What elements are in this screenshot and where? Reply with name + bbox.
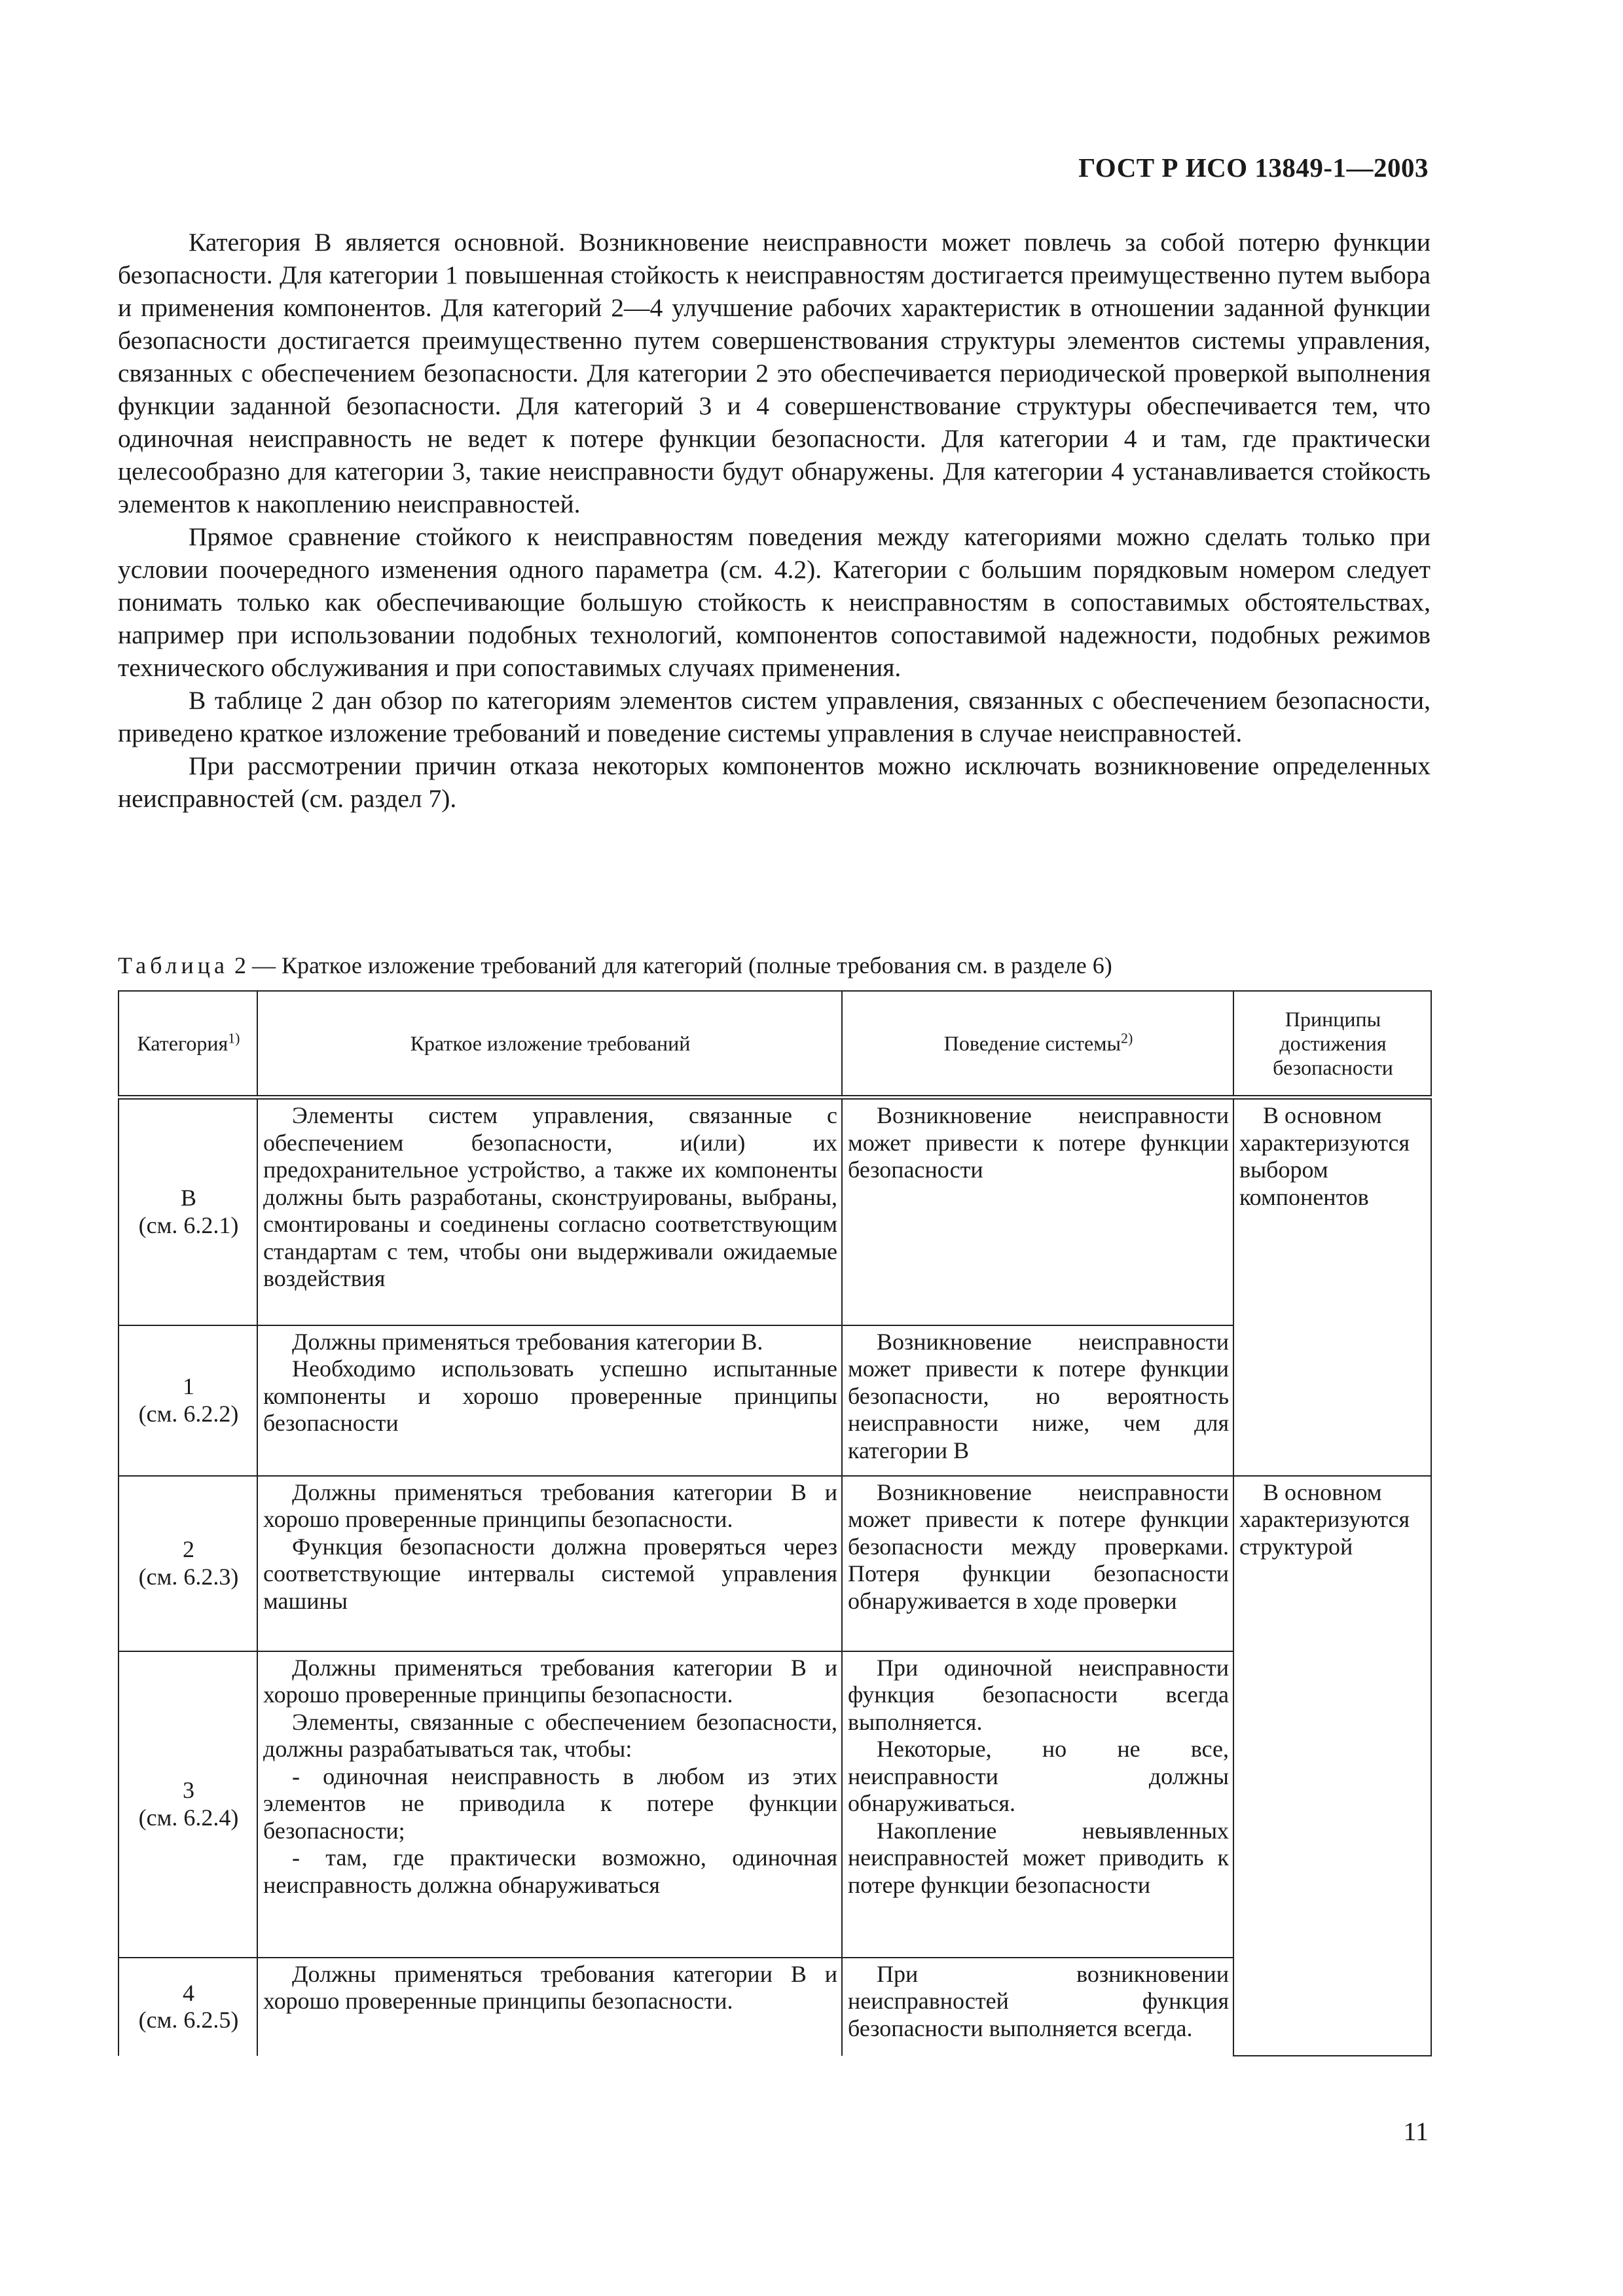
requirements-cell: Должны применяться требования категории В и хорошо проверенные принципы безопасности. Функция безопасности должна проверяться через соответствующие интервалы системой управления машины [257, 1476, 842, 1651]
table-caption-text: 2 — Краткое изложение требований для категорий (полные требования см. в разделе 6) [234, 952, 1112, 978]
paragraph: При рассмотрении причин отказа некоторых компонентов можно исключать возникновение определенных неисправностей (см. раздел 7). [118, 751, 1431, 813]
table-caption-label: Таблица [118, 952, 228, 978]
header-category: Категория$^{1)}$ [119, 991, 257, 1098]
paragraph: В таблице 2 дан обзор по категориям элементов систем управления, связанных с обеспечением безопасности, приведено краткое изложение требований и поведение системы управления в случае неисправностей. [118, 686, 1431, 747]
category-cell: 3 (см. 6.2.4) [119, 1651, 257, 1958]
paragraph: Категория В является основной. Возникновение неисправности может повлечь за собой потерю функции безопасности. Для категории 1 повышенная стойкость к неисправностям достигается преимущественно путем выбора и применения компонентов. Для категорий 2—4 улучшение рабочих характеристик в отношении заданной функции безопасности достигается преимущественно путем совершенствования структуры элементов системы управления, связанных с обеспечением безопасности. Для категории 2 это обеспечивается периодической проверкой выполнения функции заданной безопасности. Для категорий 3 и 4 совершенствование структуры обеспечивается тем, что одиночная неисправность не ведет к потере функции безопасности. Для категории 4 и там, где практически целесообразно для категории 3, такие неисправности будут обнаружены. Для категории 4 устанавливается стойкость элементов к накоплению неисправностей. [118, 228, 1431, 518]
requirements-cell: Должны применяться требования категории В и хорошо проверенные принципы безопасности. [257, 1958, 842, 2056]
table-header-row [119, 991, 1431, 1098]
header-behavior: Поведение системы$^{2)}$ [842, 991, 1233, 1098]
table-row [119, 1098, 1431, 1325]
category-cell: В (см. 6.2.1) [119, 1098, 257, 1325]
header-principles: Принципы достижения безопасности [1233, 991, 1431, 1098]
table-row [119, 1476, 1431, 1651]
behavior-cell: Возникновение неисправности может привести к потере функции безопасности между проверками. Потеря функции безопасности обнаруживается в ходе проверки [842, 1476, 1233, 1651]
behavior-cell: Возникновение неисправности может привести к потере функции безопасности, но вероятность неисправности ниже, чем для категории В [842, 1325, 1233, 1476]
category-cell: 4 (см. 6.2.5) [119, 1958, 257, 2056]
paragraph: Прямое сравнение стойкого к неисправностям поведения между категориями можно сделать только при условии поочередного изменения одного параметра (см. 4.2). Категории с большим порядковым номером следует понимать только как обеспечивающие большую стойкость к неисправностям в сопоставимых обстоятельствах, например при использовании подобных технологий, компонентов сопоставимой надежности, подобных режимов технического обслуживания и при сопоставимых случаях применения. [118, 522, 1431, 682]
behavior-cell: Возникновение неисправности может привести к потере функции безопасности [842, 1098, 1233, 1325]
requirements-table [118, 990, 1432, 2056]
page-number: 11 [1403, 2117, 1429, 2146]
principles-cell: В основном характеризуются структурой [1233, 1476, 1431, 2056]
behavior-cell: При одиночной неисправности функция безопасности всегда выполняется. Некоторые, но не все, неисправности должны обнаруживаться. Накопление невыявленных неисправностей может приводить к потере функции безопасности [842, 1651, 1233, 1958]
principles-cell: В основном характеризуются выбором компонентов [1233, 1098, 1431, 1476]
table-caption [118, 951, 1440, 980]
header-requirements: Краткое изложение требований [257, 991, 842, 1098]
category-cell: 2 (см. 6.2.3) [119, 1476, 257, 1651]
category-cell: 1 (см. 6.2.2) [119, 1325, 257, 1476]
behavior-cell: При возникновении неисправностей функция безопасности выполняется всегда. [842, 1958, 1233, 2056]
document-header: ГОСТ Р ИСО 13849-1—2003 [1078, 152, 1429, 183]
requirements-cell: Должны применяться требования категории В и хорошо проверенные принципы безопасности. Элементы, связанные с обеспечением безопасности, должны разрабатываться так, чтобы: - одиночная неисправность в любом из этих элементов не приводила к потере функции безопасности; - там, где практически возможно, одиночная неисправность должна обнаруживаться [257, 1651, 842, 1958]
body-text [118, 226, 1431, 815]
requirements-cell: Должны применяться требования категории В. Необходимо использовать успешно испытанные компоненты и хорошо проверенные принципы безопасности [257, 1325, 842, 1476]
requirements-cell: Элементы систем управления, связанные с обеспечением безопасности, и(или) их предохранительное устройство, а также их компоненты должны быть разработаны, сконструированы, выбраны, смонтированы и соединены согласно соответствующим стандартам с тем, чтобы они выдерживали ожидаемые воздействия [257, 1098, 842, 1325]
